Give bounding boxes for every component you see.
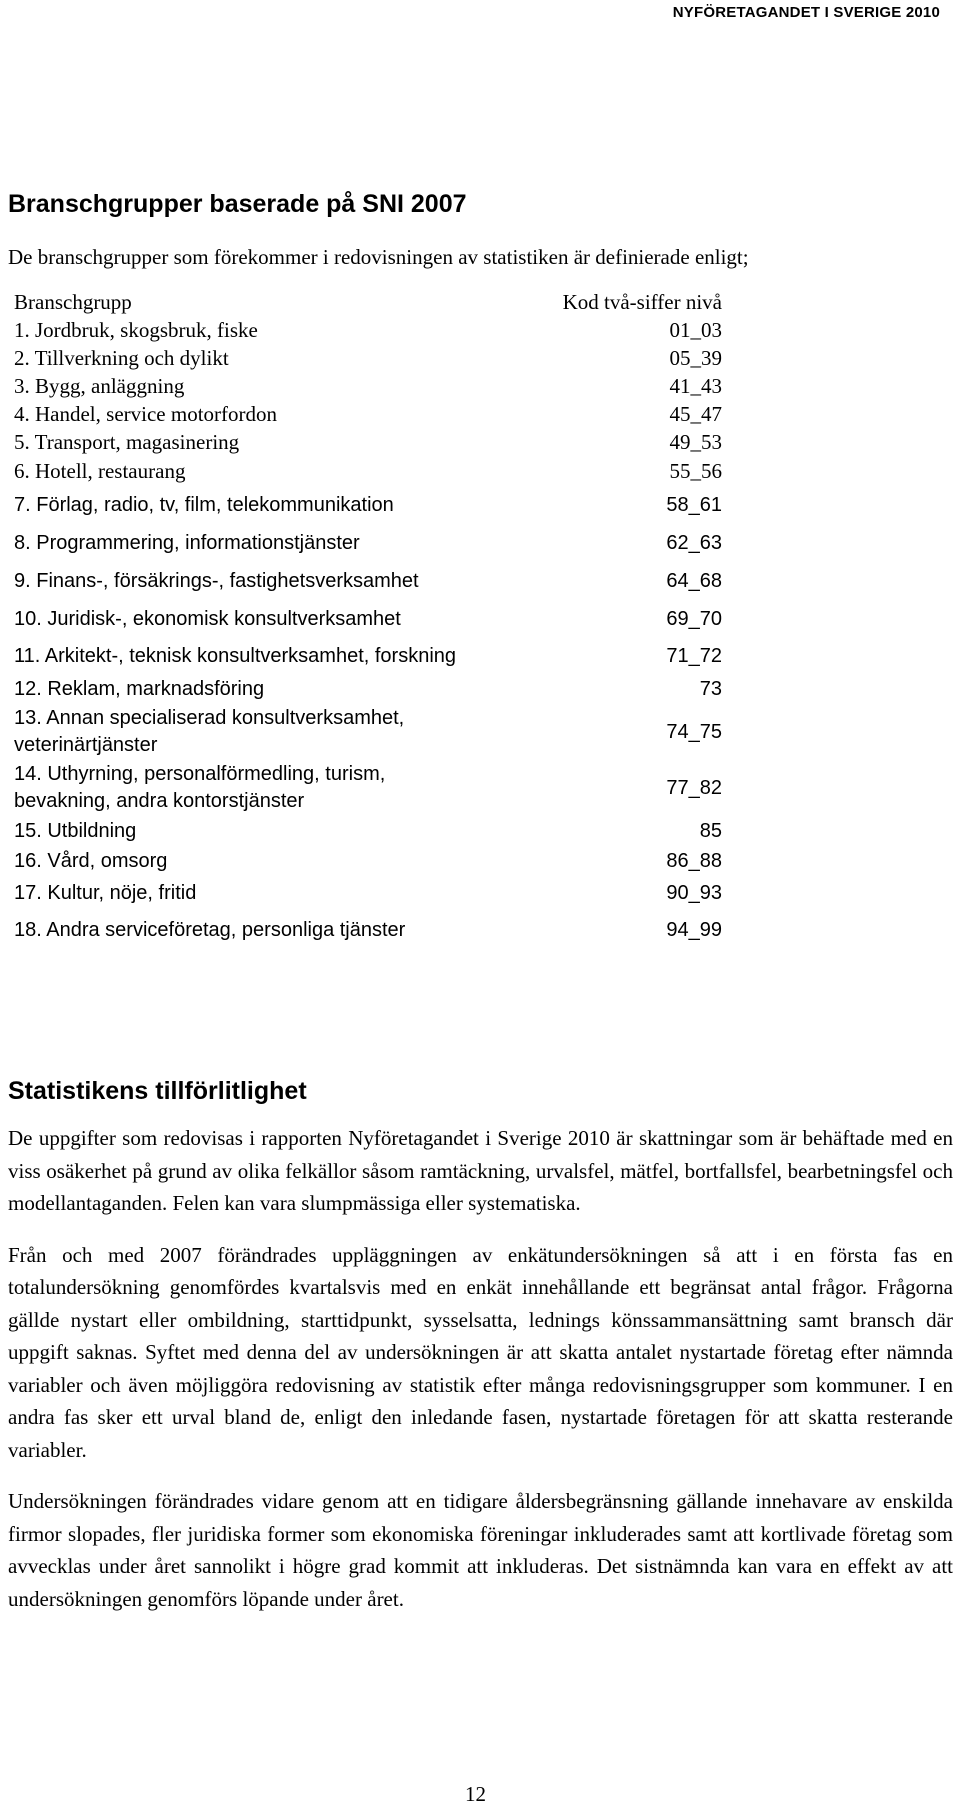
row-code: 64_68	[666, 569, 722, 592]
table-row	[10, 876, 730, 910]
row-name: 16. Vård, omsorg	[14, 849, 168, 872]
row-code: 85	[699, 819, 722, 842]
row-name: 18. Andra serviceföretag, personliga tjänster	[14, 918, 406, 941]
row-name: 10. Juridisk-, ekonomisk konsultverksamhet	[14, 607, 401, 630]
section-title-tillforlitlighet: Statistikens tillförlitlighet	[8, 1077, 307, 1105]
row-code: 71_72	[666, 644, 722, 667]
table-row	[10, 704, 730, 760]
row-code: 86_88	[666, 849, 722, 872]
paragraph: De uppgifter som redovisas i rapporten Nyföretagandet i Sverige 2010 är skattningar som är behäftade med en viss osäkerhet på grund av olika felkällor såsom ramtäckning, urvalsfel, mätfel, bortfallsfel, bearbetningsfel och modellantaganden. Felen kan vara slumpmässiga eller systematiska.	[8, 1126, 953, 1215]
row-code: 45_47	[669, 401, 722, 426]
row-code: 55_56	[669, 458, 722, 483]
table-row	[10, 600, 730, 638]
table-row	[10, 760, 730, 816]
table-row	[10, 456, 730, 486]
paragraph: Från och med 2007 förändrades uppläggningen av enkätundersökningen så att i en första fas en totalundersökning genomfördes kvartalsvis med en enkät innehållande ett begränsat antal frågor. Frågorna gällde nystart eller ombildning, starttidpunkt, sysselsatta, lednings könssammansättning samt bransch där uppgift saknas. Syftet med denna del av undersökningen är att skatta antalet nystartade företag efter nämnda variabler och även möjliggöra redovisning av statistik efter många redovisningsgrupper som kommuner. I en andra fas sker ett urval bland de, enligt den inledande fasen, nystartade företagen för att skatta resterande variabler.	[8, 1242, 953, 1462]
row-name: 7. Förlag, radio, tv, film, telekommunikation	[14, 493, 394, 516]
row-name: 1. Jordbruk, skogsbruk, fiske	[14, 317, 258, 342]
table-row	[10, 562, 730, 600]
row-name: 4. Handel, service motorfordon	[14, 401, 278, 426]
row-name: 8. Programmering, informationstjänster	[14, 531, 360, 554]
row-code: 62_63	[666, 531, 722, 554]
body-text	[8, 1122, 953, 1634]
row-name-line1: 14. Uthyrning, personalförmedling, turism,	[14, 763, 386, 785]
row-name: 15. Utbildning	[14, 819, 137, 842]
intro-text: De branschgrupper som förekommer i redovisningen av statistiken är definierade enligt;	[8, 245, 749, 269]
row-code: 41_43	[669, 373, 722, 398]
row-name: 3. Bygg, anläggning	[14, 373, 185, 398]
row-name-line1: 13. Annan specialiserad konsultverksamhet,	[14, 707, 405, 729]
row-code: 49_53	[669, 429, 722, 454]
table-row	[10, 486, 730, 524]
table-row	[10, 674, 730, 704]
row-code: 94_99	[666, 918, 722, 941]
page-number: 12	[465, 1782, 486, 1806]
row-name: 5. Transport, magasinering	[14, 429, 240, 454]
table-row	[10, 638, 730, 674]
bransch-table	[10, 288, 730, 950]
row-code: 69_70	[666, 607, 722, 630]
row-code: 74_75	[666, 720, 722, 743]
table-row	[10, 846, 730, 876]
running-header: NYFÖRETAGANDET I SVERIGE 2010	[672, 4, 940, 21]
table-header-row	[10, 288, 730, 316]
row-code: 05_39	[669, 345, 722, 370]
row-name: 17. Kultur, nöje, fritid	[14, 881, 197, 904]
row-name	[10, 705, 404, 759]
row-name-line2: bevakning, andra kontorstjänster	[14, 790, 305, 812]
row-name: 9. Finans-, försäkrings-, fastighetsverksamhet	[14, 569, 419, 592]
table-row	[10, 428, 730, 456]
row-name-line2: veterinärtjänster	[14, 734, 158, 756]
row-code: 58_61	[666, 493, 722, 516]
row-name: 11. Arkitekt-, teknisk konsultverksamhet, forskning	[14, 644, 457, 667]
section-title-branschgrupper: Branschgrupper baserade på SNI 2007	[8, 190, 467, 218]
row-name: 12. Reklam, marknadsföring	[14, 677, 265, 700]
col-header-branschgrupp: Branschgrupp	[14, 289, 132, 314]
table-row	[10, 400, 730, 428]
table-row	[10, 910, 730, 950]
row-code: 01_03	[669, 317, 722, 342]
row-code: 77_82	[666, 776, 722, 799]
row-name	[10, 761, 385, 815]
paragraph: Undersökningen förändrades vidare genom att en tidigare åldersbegränsning gällande innehavare av enskilda firmor slopades, fler juridiska former som ekonomiska föreningar inkluderades samt att kortlivade företag som avvecklas under året sannolikt i högre grad kommit att inkluderas. Det sistnämnda kan vara en effekt av att undersökningen genomförs löpande under året.	[8, 1489, 953, 1611]
col-header-kod: Kod två-siffer nivå	[562, 289, 722, 314]
row-name: 6. Hotell, restaurang	[14, 458, 186, 483]
table-row	[10, 344, 730, 372]
table-row	[10, 372, 730, 400]
row-code: 73	[699, 677, 722, 700]
table-row	[10, 316, 730, 344]
row-code: 90_93	[666, 881, 722, 904]
row-name: 2. Tillverkning och dylikt	[14, 345, 229, 370]
table-row	[10, 816, 730, 846]
table-row	[10, 524, 730, 562]
